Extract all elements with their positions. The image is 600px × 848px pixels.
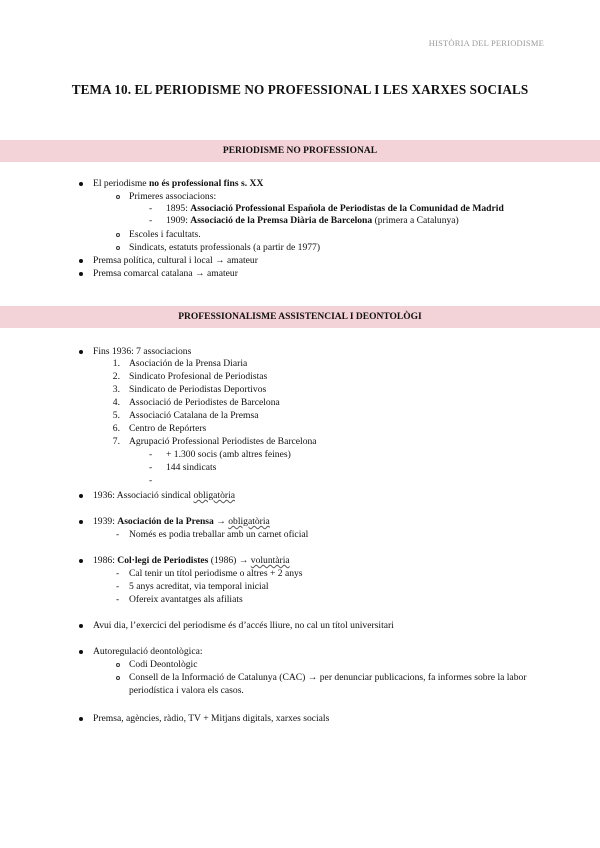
list-item: Premsa comarcal catalana → amateur [93,268,238,279]
bullet-icon [79,520,83,524]
bullet-icon [79,350,83,354]
bullet-icon [79,182,83,186]
bullet-icon [79,559,83,563]
list-number: 3. [112,384,120,395]
dash-icon: - [116,568,120,579]
list-number: 5. [112,410,120,421]
list-number: 7. [112,436,120,447]
list-item: Agrupació Professional Periodistes de Barcelona [129,436,317,447]
dash-icon: - [149,215,153,226]
list-item: 1939: Asociación de la Prensa → obligatòria [93,516,270,527]
list-number: 1. [112,358,120,369]
list-item: Associació de Periodistes de Barcelona [129,397,280,408]
section-heading-professionalisme: PROFESSIONALISME ASSISTENCIAL I DEONTOLÒGI [0,306,600,328]
list-item: Autoregulació deontològica: [93,646,203,657]
sub-bullet-icon [116,195,120,199]
list-number: 6. [112,423,120,434]
list-item: Associació Catalana de la Premsa [129,410,259,421]
list-number: 4. [112,397,120,408]
running-header: HISTÒRIA DEL PERIODISME [428,38,544,48]
list-item: 1986: Col·legi de Periodistes (1986) → voluntària [93,555,290,566]
dash-icon: - [149,475,153,486]
list-item: 1936: Associació sindical obligatòria [93,490,236,501]
sub-bullet-icon [116,676,120,680]
list-item: Premsa, agències, ràdio, TV + Mitjans digitals, xarxes socials [93,713,330,724]
list-item: Només es podia treballar amb un carnet oficial [129,529,309,540]
list-item: Cal tenir un títol periodisme o altres + 2 anys [129,568,303,579]
dash-icon: - [116,529,120,540]
list-item: + 1.300 socis (amb altres feines) [166,449,291,460]
list-item-continuation: periodística i valora els casos. [129,685,244,696]
bullet-icon [79,259,83,263]
list-item: 1909: Associació de la Premsa Diària de Barcelona (primera a Catalunya) [166,215,459,226]
dash-icon: - [149,449,153,460]
list-item: Sindicats, estatuts professionals (a partir de 1977) [129,242,321,253]
list-item: Sindicato de Periodistas Deportivos [129,384,267,395]
page-title: TEMA 10. EL PERIODISME NO PROFESSIONAL I LES XARXES SOCIALS [71,82,529,97]
list-item: Avui dia, l’exercici del periodisme és d’accés lliure, no cal un títol universitari [93,620,394,631]
sub-bullet-icon [116,233,120,237]
sub-bullet-icon [116,246,120,250]
bullet-icon [79,717,83,721]
sub-bullet-icon [116,663,120,667]
list-item: Consell de la Informació de Catalunya (CAC) → per denunciar publicacions, fa informes sobre la labor [129,672,527,683]
list-number: 2. [112,371,120,382]
list-item: Fins 1936: 7 associacions [93,346,192,357]
list-item: Ofereix avantatges als afiliats [129,594,243,605]
dash-icon: - [149,203,153,214]
dash-icon: - [116,594,120,605]
list-item: 144 sindicats [166,462,217,473]
bullet-icon [79,650,83,654]
list-item: Centro de Repórters [129,423,207,434]
dash-icon: - [116,581,120,592]
list-item: 1895: Associació Professional Española de Periodistas de la Comunidad de Madrid [166,203,504,214]
list-item: Codi Deontològic [129,659,198,670]
list-item: El periodisme no és professional fins s. XX [93,178,264,189]
list-item: Primeres associacions: [129,191,217,202]
list-item: 5 anys acreditat, via temporal inicial [129,581,269,592]
section-heading-periodisme-no-professional: PERIODISME NO PROFESSIONAL [0,140,600,162]
list-item: Sindicato Profesional de Periodistas [129,371,268,382]
list-item: Premsa política, cultural i local → amateur [93,255,258,266]
bullet-icon [79,624,83,628]
dash-icon: - [149,462,153,473]
bullet-icon [79,272,83,276]
bullet-icon [79,494,83,498]
list-item: Escoles i facultats. [129,229,201,240]
list-item: Asociación de la Prensa Diaria [129,358,248,369]
